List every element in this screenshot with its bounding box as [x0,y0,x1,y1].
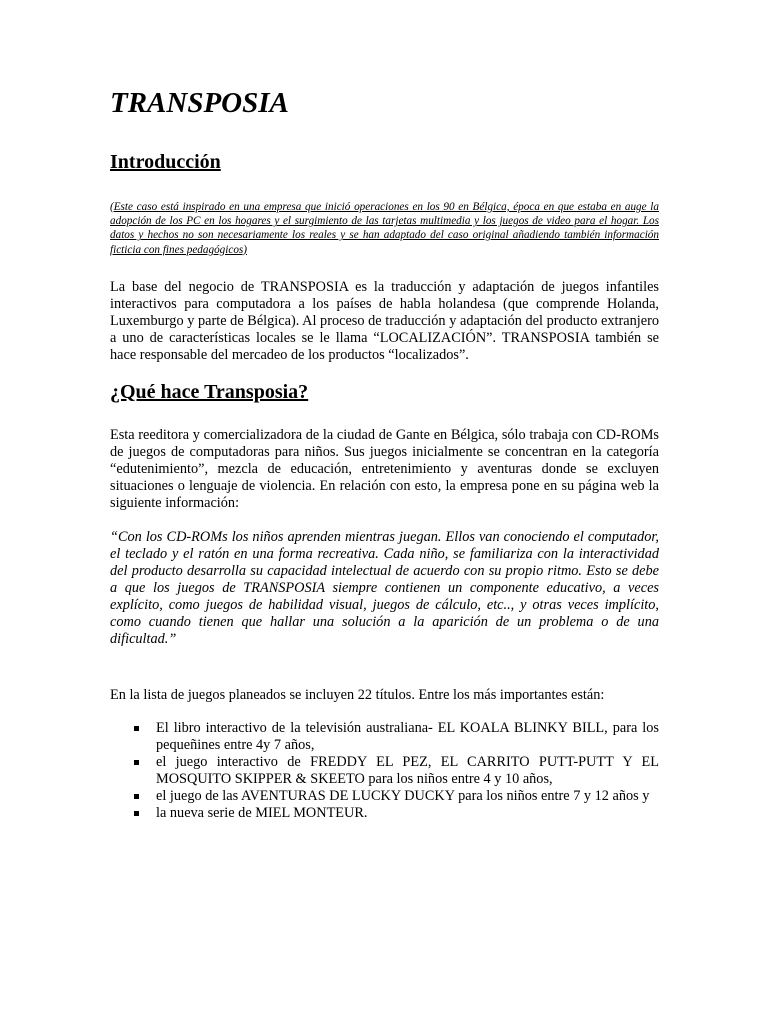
heading-que-hace: ¿Qué hace Transposia? [110,380,309,403]
square-bullet-icon [134,760,139,765]
intro-note: (Este caso está inspirado en una empresa que inició operaciones en los 90 en Bélgica, época en que estaba en auge la adopción de los PC en los hogares y el surgimiento de las tarjetas multimedia y los juegos de video para el hogar. Los datos y hechos no son necesariamente los reales y se han adaptado del caso original añadiendo también información ficticia con fines pedagógicos) [110,201,659,256]
list-item-text: el juego de las AVENTURAS DE LUCKY DUCKY para los niños entre 7 y 12 años y [156,787,650,804]
games-list [110,720,659,822]
square-bullet-icon [134,794,139,799]
square-bullet-icon [134,726,139,731]
document-title: TRANSPOSIA [110,87,289,119]
document-body [110,84,659,822]
paragraph-base-negocio: La base del negocio de TRANSPOSIA es la traducción y adaptación de juegos infantiles interactivos para computadora a los países de habla holandesa (que comprende Holanda, Luxemburgo y parte de Bélgica). Al proceso de traducción y adaptación del producto extranjero a uno de características locales se le llama “LOCALIZACIÓN”. TRANSPOSIA también se hace responsable del mercadeo de los productos “localizados”. [110,278,659,363]
quote-paragraph: “Con los CD-ROMs los niños aprenden mientras juegan. Ellos van conociendo el computador, el teclado y el ratón en una forma recreativa. Cada niño, se familiariza con la interactividad del producto desarrolla su capacidad intelectual de acuerdo con su propio ritmo. Esto se debe a que los juegos de TRANSPOSIA siempre contienen un componente educativo, a veces explícito, como juegos de habilidad visual, juegos de cálculo, etc.., y otras veces implícito, como cuando tienen que hallar una solución a la aparición de un problema o de una dificultad.” [110,528,659,647]
list-item-text: El libro interactivo de la televisión australiana- EL KOALA BLINKY BILL, para los pequeñines entre 4y 7 años, [156,719,659,753]
square-bullet-icon [134,811,139,816]
heading-introduccion: Introducción [110,151,221,173]
list-item-text: la nueva serie de MIEL MONTEUR. [156,804,368,821]
list-item [110,805,659,822]
paragraph-lista-juegos: En la lista de juegos planeados se incluyen 22 títulos. Entre los más importantes están: [110,686,605,703]
list-item [110,788,659,805]
list-item-text: el juego interactivo de FREDDY EL PEZ, EL CARRITO PUTT-PUTT Y EL MOSQUITO SKIPPER & SKEETO para los niños entre 4 y 10 años, [156,753,659,787]
list-item [110,754,659,788]
list-item [110,720,659,754]
paragraph-reeditora: Esta reeditora y comercializadora de la ciudad de Gante en Bélgica, sólo trabaja con CD-ROMs de juegos de computadoras para niños. Sus juegos inicialmente se concentran en la categoría “edutenimiento”, mezcla de educación, entretenimiento y aventuras donde se excluyen situaciones o lenguaje de violencia. En relación con esto, la empresa pone en su página web la siguiente información: [110,426,659,511]
